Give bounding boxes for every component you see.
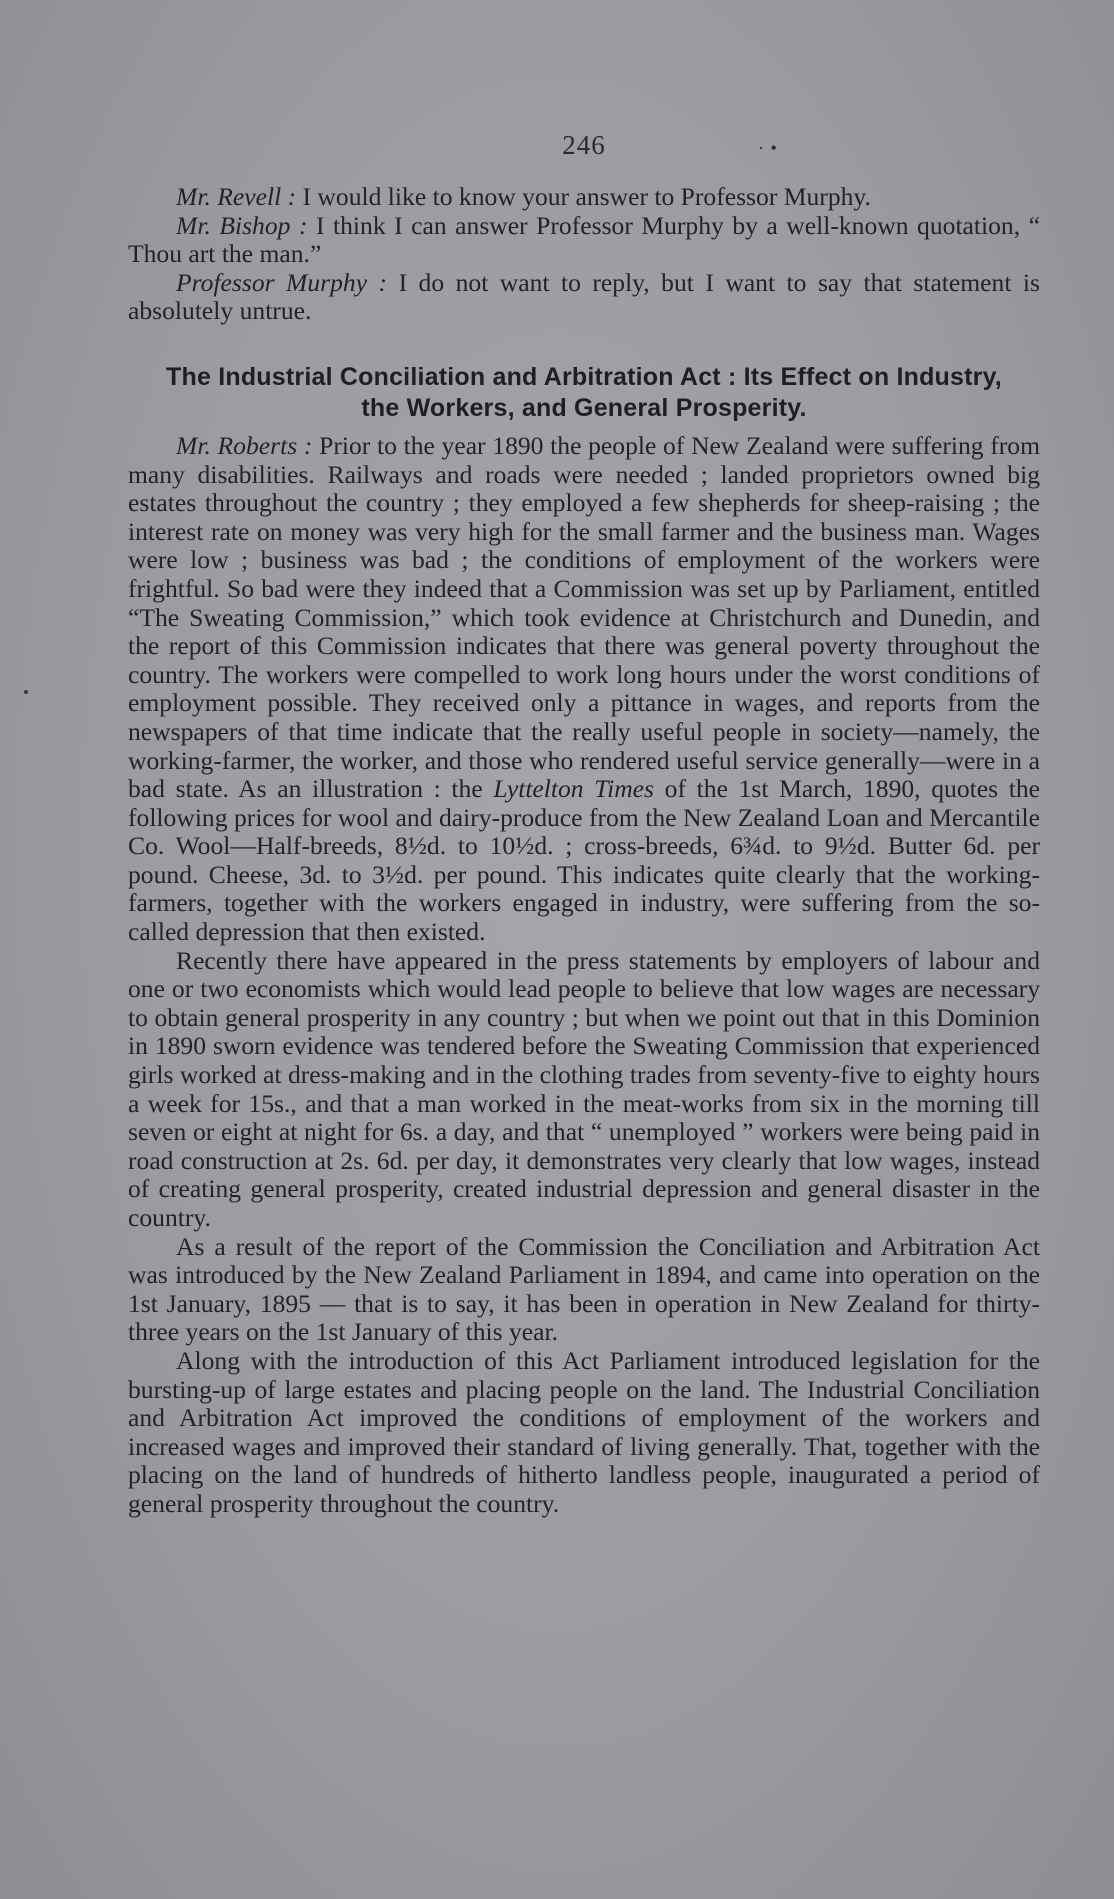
speaker-bishop: Mr. Bishop : [176, 210, 308, 240]
exchange-murphy [128, 269, 1040, 326]
stray-ink-dot [24, 690, 28, 694]
page-number-header [128, 130, 1040, 161]
page-number: 246 [562, 130, 606, 160]
page-mark: · • [758, 138, 778, 158]
paragraph-act-introduced: As a result of the report of the Commission the Conciliation and Arbitration Act was introduced by the New Zealand Parliament in 1894, and came into operation on the 1st January, 1895 — that is to say, it has been in operation in New Zealand for thirty-three years on the 1st January of this year. [128, 1231, 1040, 1347]
newspaper-title: Lyttelton Times [493, 774, 655, 804]
exchange-revell [128, 183, 1040, 212]
speaker-revell: Mr. Revell : [176, 182, 297, 211]
speaker-murphy: Professor Murphy : [176, 267, 388, 297]
section-heading [128, 362, 1040, 424]
speech-murphy: I do not want to reply, but I want to say that statement is absolutely untrue. [128, 267, 1040, 326]
paragraph-roberts [128, 432, 1040, 947]
paragraph-land-legislation: Along with the introduction of this Act Parliament introduced legislation for the bursting-up of large estates and placing people on the land. The Industrial Conciliation and Arbitration Act improved the conditions of employment of the workers and increased wages and improved their standard of living generally. That, together with the placing on the land of hundreds of hitherto landless people, inaugurated a period of general prosperity throughout the country. [128, 1345, 1040, 1518]
document-page [128, 130, 1040, 1519]
speech-revell: I would like to know your answer to Professor Murphy. [296, 182, 871, 211]
paragraph-low-wages: Recently there have appeared in the press statements by employers of labour and one or two economists which would lead people to believe that low wages are necessary to obtain general prosperity in any country ; but when we point out that in this Dominion in 1890 sworn evidence was tendered before the Sweating Commission that experienced girls worked at dress-making and in the clothing trades from seventy-five to eighty hours a week for 15s., and that a man worked in the meat-works from six in the morning till seven or eight at night for 6s. a day, and that “ unemployed ” workers were being paid in road construction at 2s. 6d. per day, it demonstrates very clearly that low wages, instead of creating general prosperity, created industrial depression and general disaster in the country. [128, 945, 1040, 1232]
section-heading-line-2: the Workers, and General Prosperity. [361, 393, 807, 422]
section-gap [128, 326, 1040, 362]
speaker-roberts: Mr. Roberts : [176, 430, 313, 460]
exchange-bishop [128, 212, 1040, 269]
paragraph-roberts-text-b: of the 1st March, 1890, quotes the following prices for wool and dairy-produce from the New Zealand Loan and Mercantile Co. Wool—Half-breeds, 8½d. to 10½d. ; cross-breeds, 6¾d. to 9½d. Butter 6d. per pound. Cheese, 3d. to 3½d. per pound. This indicates quite clearly that the working-farmers, together with the workers engaged in industry, were suffering from the so-called depression that then existed. [128, 774, 1040, 947]
section-heading-line-1: The Industrial Conciliation and Arbitration Act : Its Effect on Industry, [166, 362, 1002, 391]
paragraph-roberts-text-a: Prior to the year 1890 the people of New Zealand were suffering from many disabilities. Railways and roads were needed ; landed proprietors owned big estates throughout the country ; they employed a few shepherds for sheep-raising ; the interest rate on money was very high for the small farmer and the business man. Wages were low ; business was bad ; the conditions of employment of the workers were frightful. So bad were they indeed that a Commission was set up by Parliament, entitled “The Sweating Commission,” which took evidence at Christchurch and Dunedin, and the report of this Commission indicates that there was general poverty throughout the country. The workers were compelled to work long hours under the worst conditions of employment possible. They received only a pittance in wages, and reports from the newspapers of that time indicate that the really useful people in society—namely, the working-farmer, the worker, and those who rendered useful service generally—were in a bad state. As an illustration : the [128, 430, 1041, 804]
speech-bishop: I think I can answer Professor Murphy by a well-known quotation, “ Thou art the man.” [128, 210, 1040, 269]
